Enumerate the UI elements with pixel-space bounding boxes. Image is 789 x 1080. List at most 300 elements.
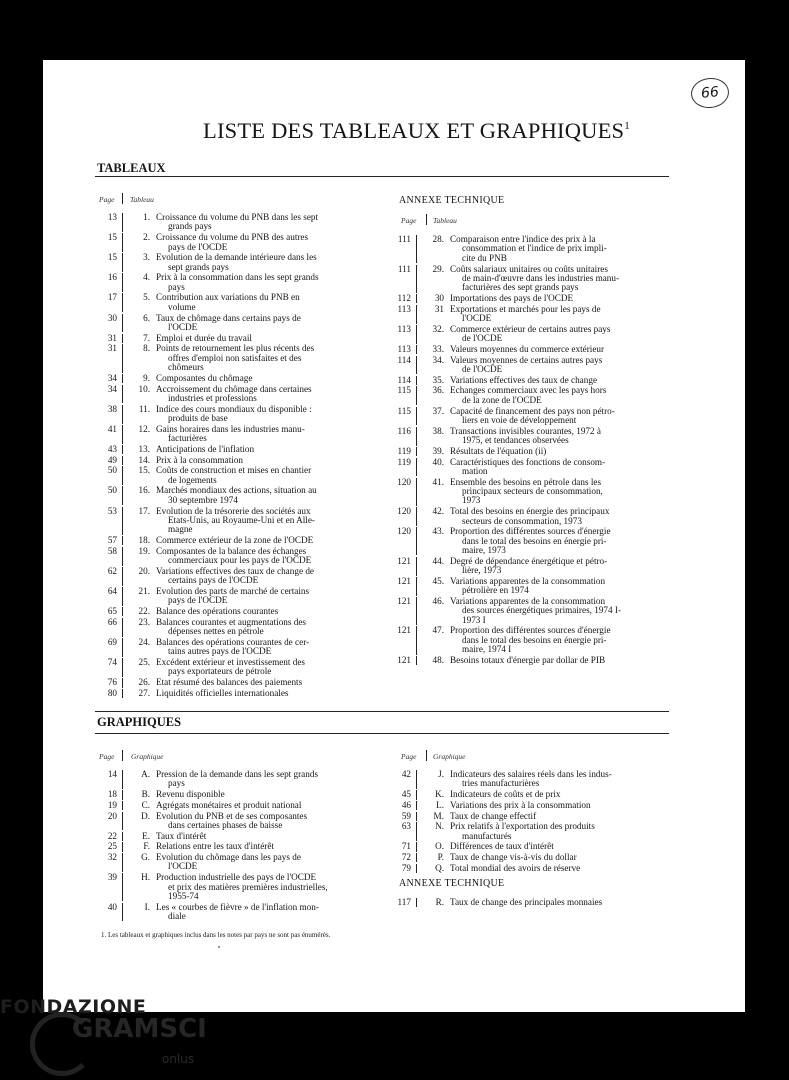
item-title-line: Résultats de l'équation (ii) [450, 445, 547, 456]
column-divider [416, 812, 417, 821]
item-title [156, 658, 365, 677]
column-divider [416, 822, 417, 841]
item-number: 32. [432, 323, 444, 334]
item-title [156, 607, 365, 616]
item-title [156, 536, 365, 545]
column-divider [122, 873, 123, 901]
item-title [156, 466, 365, 485]
item-title-line: tains autres pays de l'OCDE [168, 646, 272, 657]
item-page-number: 115 [397, 405, 411, 416]
list-item [89, 213, 365, 232]
item-title-line: maire, 1973 [462, 545, 506, 556]
item-title-line: Evolution de la demande intérieure dans les [156, 252, 317, 263]
item-page-number: 119 [397, 456, 411, 467]
item-title-line: pays [168, 281, 185, 292]
item-title-line: Transactions invisibles courantes, 1972 à [450, 425, 601, 436]
item-page-number: 57 [107, 535, 117, 546]
list-item [89, 466, 365, 485]
item-title [450, 305, 665, 324]
item-page-number: 43 [107, 443, 117, 454]
item-number: B. [141, 789, 150, 800]
column-divider [416, 853, 417, 862]
column-divider [416, 790, 417, 799]
item-page-number: 114 [397, 354, 411, 365]
column-divider [122, 344, 123, 372]
list-item [89, 334, 365, 343]
column-divider [122, 607, 123, 616]
item-page-number: 40 [107, 901, 117, 912]
item-number: H. [141, 872, 150, 883]
item-title-line: tries manufacturières [462, 778, 540, 789]
column-divider [122, 314, 123, 333]
item-title-line: mation [462, 465, 488, 476]
item-page-number: 63 [401, 821, 411, 832]
item-title-line: Indicateurs de coûts et de prix [450, 789, 561, 800]
item-number: A. [141, 769, 150, 779]
column-divider [122, 273, 123, 292]
item-title [156, 213, 365, 232]
item-page-number: 64 [107, 585, 117, 596]
item-title [450, 801, 665, 810]
item-page-number: 114 [397, 374, 411, 385]
tableaux-col-tableau: Tableau [130, 195, 154, 204]
item-page-number: 15 [107, 252, 117, 263]
item-title-line: Variations apparentes de la consommation [450, 595, 606, 606]
item-page-number: 18 [107, 789, 117, 800]
item-title [156, 385, 365, 404]
item-title-line: industries et professions [168, 392, 257, 403]
item-page-number: 42 [401, 769, 411, 779]
item-page-number: 116 [397, 425, 411, 436]
item-number: 9. [143, 372, 150, 383]
item-title-line: Evolution de la trésorerie des sociétés aux [156, 505, 311, 516]
annexe-col-tableau: Tableau [433, 216, 457, 225]
item-number: 18. [138, 535, 150, 546]
list-item [383, 478, 665, 506]
annexe-col-page: Page [401, 216, 417, 225]
item-title-line: dans le total des besoins en énergie pri- [462, 634, 607, 645]
item-title-line: Croissance du volume du PNB dans les sept [156, 212, 319, 222]
handwritten-page-number: 66 [690, 76, 731, 110]
item-number: G. [141, 852, 150, 863]
column-divider [122, 374, 123, 383]
item-number: 26. [138, 677, 150, 688]
item-title-line: Besoins totaux d'énergie par dollar de PIB [450, 655, 606, 665]
item-page-number: 119 [397, 445, 411, 456]
item-page-number: 121 [397, 595, 411, 606]
list-item [89, 486, 365, 505]
list-item [383, 790, 665, 799]
column-divider [122, 853, 123, 872]
column-divider [122, 425, 123, 444]
tableaux-rule [95, 176, 669, 177]
graphiques-col-graphique: Graphique [131, 752, 164, 761]
item-number: 11. [138, 403, 150, 414]
item-title [450, 790, 665, 799]
list-item [383, 822, 665, 841]
item-title-line: Emploi et durée du travail [156, 332, 252, 343]
item-title-line: Marchés mondiaux des actions, situation au [156, 485, 317, 496]
column-divider [122, 507, 123, 535]
list-item [383, 898, 665, 907]
column-divider [416, 898, 417, 907]
list-item [89, 618, 365, 637]
column-divider [122, 293, 123, 312]
item-title [156, 344, 365, 372]
item-page-number: 31 [107, 343, 117, 354]
list-item [383, 577, 665, 596]
item-title [156, 486, 365, 505]
item-title [450, 447, 665, 456]
item-title-line: pays [168, 778, 185, 789]
list-item [383, 294, 665, 303]
column-divider [416, 842, 417, 851]
item-title [156, 832, 365, 841]
item-page-number: 38 [107, 403, 117, 414]
column-divider [416, 626, 417, 654]
graphiques-heading: GRAPHIQUES [97, 715, 182, 729]
item-page-number: 66 [107, 616, 117, 627]
item-number: 3. [143, 252, 150, 263]
item-number: 45. [432, 575, 444, 586]
item-number: Q. [435, 862, 444, 873]
item-title [156, 853, 365, 872]
item-title [156, 425, 365, 444]
item-page-number: 121 [397, 655, 411, 665]
item-title [450, 376, 665, 385]
item-page-number: 121 [397, 575, 411, 586]
item-title-line: Accroissement du chômage dans certaines [156, 383, 312, 394]
item-number: 48. [432, 655, 444, 665]
item-title [450, 812, 665, 821]
list-item [383, 458, 665, 477]
item-number: 4. [143, 272, 150, 283]
column-divider [416, 557, 417, 576]
column-divider [122, 334, 123, 343]
list-item [89, 853, 365, 872]
item-title [156, 587, 365, 606]
item-title-line: Total mondial des avoirs de réserve [450, 862, 581, 873]
title-footnote-mark: 1 [624, 120, 630, 132]
graphiques-list-right [383, 770, 665, 874]
item-number: N. [435, 821, 444, 832]
item-page-number: 22 [107, 830, 117, 841]
item-title-line: lière, 1973 [462, 565, 502, 576]
list-item [383, 557, 665, 576]
item-title-line: Coûts salariaux unitaires ou coûts unitaires [450, 263, 608, 274]
item-number: 43. [432, 526, 444, 537]
item-title-line: de l'OCDE [462, 364, 503, 375]
list-item [383, 853, 665, 862]
item-title [156, 618, 365, 637]
item-number: M. [433, 810, 444, 821]
item-title [450, 427, 665, 446]
item-title [450, 386, 665, 405]
item-title-line: Les « courbes de fièvre » de l'inflation mon- [156, 901, 319, 912]
column-divider [122, 567, 123, 586]
column-divider [416, 447, 417, 456]
item-page-number: 20 [107, 810, 117, 821]
list-item [383, 770, 665, 789]
item-title [450, 770, 665, 789]
item-title [156, 547, 365, 566]
item-number: D. [141, 810, 150, 821]
tableaux-list-right [383, 235, 665, 667]
graphiques-annexe-label: ANNEXE TECHNIQUE [399, 878, 505, 889]
item-page-number: 49 [107, 454, 117, 465]
list-item [89, 273, 365, 292]
item-title [156, 253, 365, 272]
column-divider [416, 305, 417, 324]
item-title-line: Différences de taux d'intérêt [450, 841, 554, 852]
item-page-number: 58 [107, 545, 117, 556]
item-title [156, 445, 365, 454]
graphiques-right-col-page: Page [401, 752, 417, 761]
column-divider [122, 213, 123, 232]
watermark-line3: onlus [162, 1052, 195, 1066]
list-item [89, 425, 365, 444]
item-title [450, 325, 665, 344]
item-title-line: Commerce extérieur de certains autres pays [450, 323, 611, 334]
item-page-number: 15 [107, 232, 117, 243]
item-title-line: Agrégats monétaires et produit national [156, 799, 302, 810]
item-title [156, 678, 365, 687]
item-number: 41. [432, 476, 444, 487]
item-title-line: Revenu disponible [156, 789, 225, 800]
item-page-number: 50 [107, 465, 117, 476]
item-number: 15. [138, 465, 150, 476]
item-title [450, 458, 665, 477]
column-divider [416, 345, 417, 354]
item-page-number: 121 [397, 625, 411, 636]
list-item [89, 567, 365, 586]
item-title-line: Variations effectives des taux de change de [156, 565, 314, 576]
item-title [450, 294, 665, 303]
item-page-number: 117 [397, 897, 411, 907]
item-number: O. [435, 841, 444, 852]
item-title-line: de main-d'œuvre dans les industries manu- [462, 272, 620, 283]
item-number: 30 [434, 293, 444, 304]
item-number: I. [144, 901, 150, 912]
column-divider [122, 456, 123, 465]
item-page-number: 16 [107, 272, 117, 283]
item-page-number: 34 [107, 383, 117, 394]
item-title-line: grands pays [168, 221, 212, 232]
item-title [156, 903, 365, 922]
tableaux-heading: TABLEAUX [97, 161, 166, 175]
item-number: R. [435, 897, 444, 907]
item-number: 28. [432, 234, 444, 244]
item-number: 10. [138, 383, 150, 394]
item-title-line: Proportion des différentes sources d'énergie [450, 526, 611, 537]
item-title-line: consommation et l'indice de prix impli- [462, 243, 607, 254]
column-divider [122, 385, 123, 404]
item-title-line: facturières [168, 433, 207, 444]
footnote: 1. Les tableaux et graphiques inclus dans les notes par pays ne sont pas énumérés. [101, 931, 331, 939]
list-item [383, 235, 665, 263]
item-page-number: 115 [397, 385, 411, 396]
item-page-number: 25 [107, 841, 117, 852]
watermark-line2: GRAMSCI [72, 1014, 207, 1044]
item-page-number: 69 [107, 636, 117, 647]
item-title-line: Relations entre les taux d'intérêt [156, 841, 274, 852]
item-title-line: magne [168, 524, 193, 535]
column-divider [122, 618, 123, 637]
item-title-line: Coûts de construction et mises en chantier [156, 465, 312, 476]
document-page [43, 60, 745, 1012]
list-item [383, 427, 665, 446]
item-title-line: Evolution des parts de marché de certains [156, 585, 310, 596]
list-item [89, 253, 365, 272]
item-title [450, 345, 665, 354]
item-title-line: volume [168, 301, 196, 312]
item-title-line: Anticipations de l'inflation [156, 443, 255, 454]
list-item [383, 597, 665, 625]
item-title-line: Evolution du PNB et de ses composantes [156, 810, 308, 821]
item-title-line: Ensemble des besoins en pétrole dans les [450, 476, 602, 487]
list-item [89, 385, 365, 404]
column-divider [122, 547, 123, 566]
item-number: 22. [138, 606, 150, 617]
tableaux-col-page: Page [99, 195, 115, 204]
item-number: 24. [138, 636, 150, 647]
item-page-number: 120 [397, 526, 411, 537]
item-number: K. [435, 789, 444, 800]
item-page-number: 72 [401, 852, 411, 863]
item-title-line: Prix relatifs à l'exportation des produits [450, 821, 595, 832]
item-title-line: pays exportateurs de pétrole [168, 666, 272, 677]
list-item [89, 293, 365, 312]
item-title [450, 656, 665, 665]
list-item [89, 658, 365, 677]
item-title [156, 405, 365, 424]
item-number: 14. [138, 454, 150, 465]
item-number: 20. [138, 565, 150, 576]
item-number: 6. [143, 312, 150, 323]
item-page-number: 19 [107, 799, 117, 810]
item-title-line: Proportion des différentes sources d'énergie [450, 625, 611, 636]
item-title-line: Indice des cours mondiaux du disponible : [156, 403, 312, 414]
column-divider [416, 325, 417, 344]
item-title-line: 30 septembre 1974 [168, 494, 238, 505]
item-number: 47. [432, 625, 444, 636]
item-page-number: 112 [397, 293, 411, 304]
column-divider [416, 478, 417, 506]
item-number: 42. [432, 506, 444, 517]
item-title-line: diale [168, 911, 186, 922]
item-number: 2. [143, 232, 150, 243]
item-title-line: manufacturés [462, 830, 512, 841]
column-divider [416, 386, 417, 405]
page-speck [218, 946, 220, 948]
column-divider [416, 458, 417, 477]
item-title-line: dans certaines phases de baisse [168, 819, 283, 830]
item-title-line: maire, 1974 I [462, 644, 512, 655]
item-title-line: Indicateurs des salaires réels dans les indus- [450, 769, 612, 779]
item-page-number: 111 [397, 234, 411, 244]
item-title [156, 801, 365, 810]
list-item [383, 626, 665, 654]
item-title-line: produits de base [168, 413, 228, 424]
column-divider [122, 658, 123, 677]
item-title-line: Taux de chômage dans certains pays de [156, 312, 301, 323]
item-number: L. [436, 799, 444, 810]
list-item [89, 374, 365, 383]
item-title [156, 790, 365, 799]
column-divider [416, 294, 417, 303]
item-title-line: Capacité de financement des pays non pétro- [450, 405, 615, 416]
item-page-number: 31 [107, 332, 117, 343]
item-title-line: Excédent extérieur et investissement des [156, 657, 305, 667]
item-title [450, 265, 665, 293]
graphiques-top-rule [95, 711, 669, 712]
item-title [450, 356, 665, 375]
item-title [156, 873, 365, 901]
item-title-line: Gains horaires dans les industries manu- [156, 423, 305, 434]
item-page-number: 76 [107, 677, 117, 688]
item-title-line: offres d'emploi non satisfaites et des [168, 352, 302, 363]
item-title-line: Pression de la demande dans les sept grands [156, 769, 319, 779]
list-item [89, 445, 365, 454]
item-title-line: facturières des sept grands pays [462, 282, 579, 293]
item-page-number: 14 [107, 769, 117, 779]
item-number: 21. [138, 585, 150, 596]
column-divider [122, 842, 123, 851]
item-number: J. [438, 769, 444, 779]
graphiques-rule [95, 733, 669, 734]
item-title-line: l'OCDE [168, 861, 198, 872]
item-number: 1. [143, 212, 150, 222]
column-divider [122, 812, 123, 831]
column-divider [122, 536, 123, 545]
column-divider [416, 407, 417, 426]
list-item [89, 689, 365, 698]
column-divider [416, 527, 417, 555]
list-item [89, 812, 365, 831]
item-title [156, 689, 365, 698]
item-title-line: 1973 [462, 495, 481, 506]
list-item [89, 456, 365, 465]
list-item [383, 356, 665, 375]
item-title-line: Commerce extérieur de la zone de l'OCDE [156, 535, 314, 546]
list-item [383, 305, 665, 324]
item-title [450, 407, 665, 426]
list-item [89, 873, 365, 901]
column-divider [122, 770, 123, 789]
item-number: 34. [432, 354, 444, 365]
item-title-line: Prix à la consommation [156, 454, 244, 465]
item-title-line: l'OCDE [462, 313, 492, 324]
list-item [383, 407, 665, 426]
item-number: 5. [143, 292, 150, 303]
item-title-line: Balances courantes et augmentations des [156, 616, 307, 627]
item-number: P. [437, 852, 444, 863]
item-title [156, 314, 365, 333]
column-divider [416, 376, 417, 385]
item-title-line: Valeurs moyennes de certains autres pays [450, 354, 603, 365]
item-title-line: Etat résumé des balances des paiements [156, 677, 303, 688]
list-item [383, 507, 665, 526]
column-divider [122, 638, 123, 657]
item-title-line: Composantes du chômage [156, 372, 253, 383]
item-title-line: chômeurs [168, 362, 204, 373]
list-item [89, 587, 365, 606]
graphiques-annexe-list [383, 898, 665, 909]
item-page-number: 45 [401, 789, 411, 800]
item-number: 25. [138, 657, 150, 667]
list-item [89, 536, 365, 545]
column-divider [416, 597, 417, 625]
